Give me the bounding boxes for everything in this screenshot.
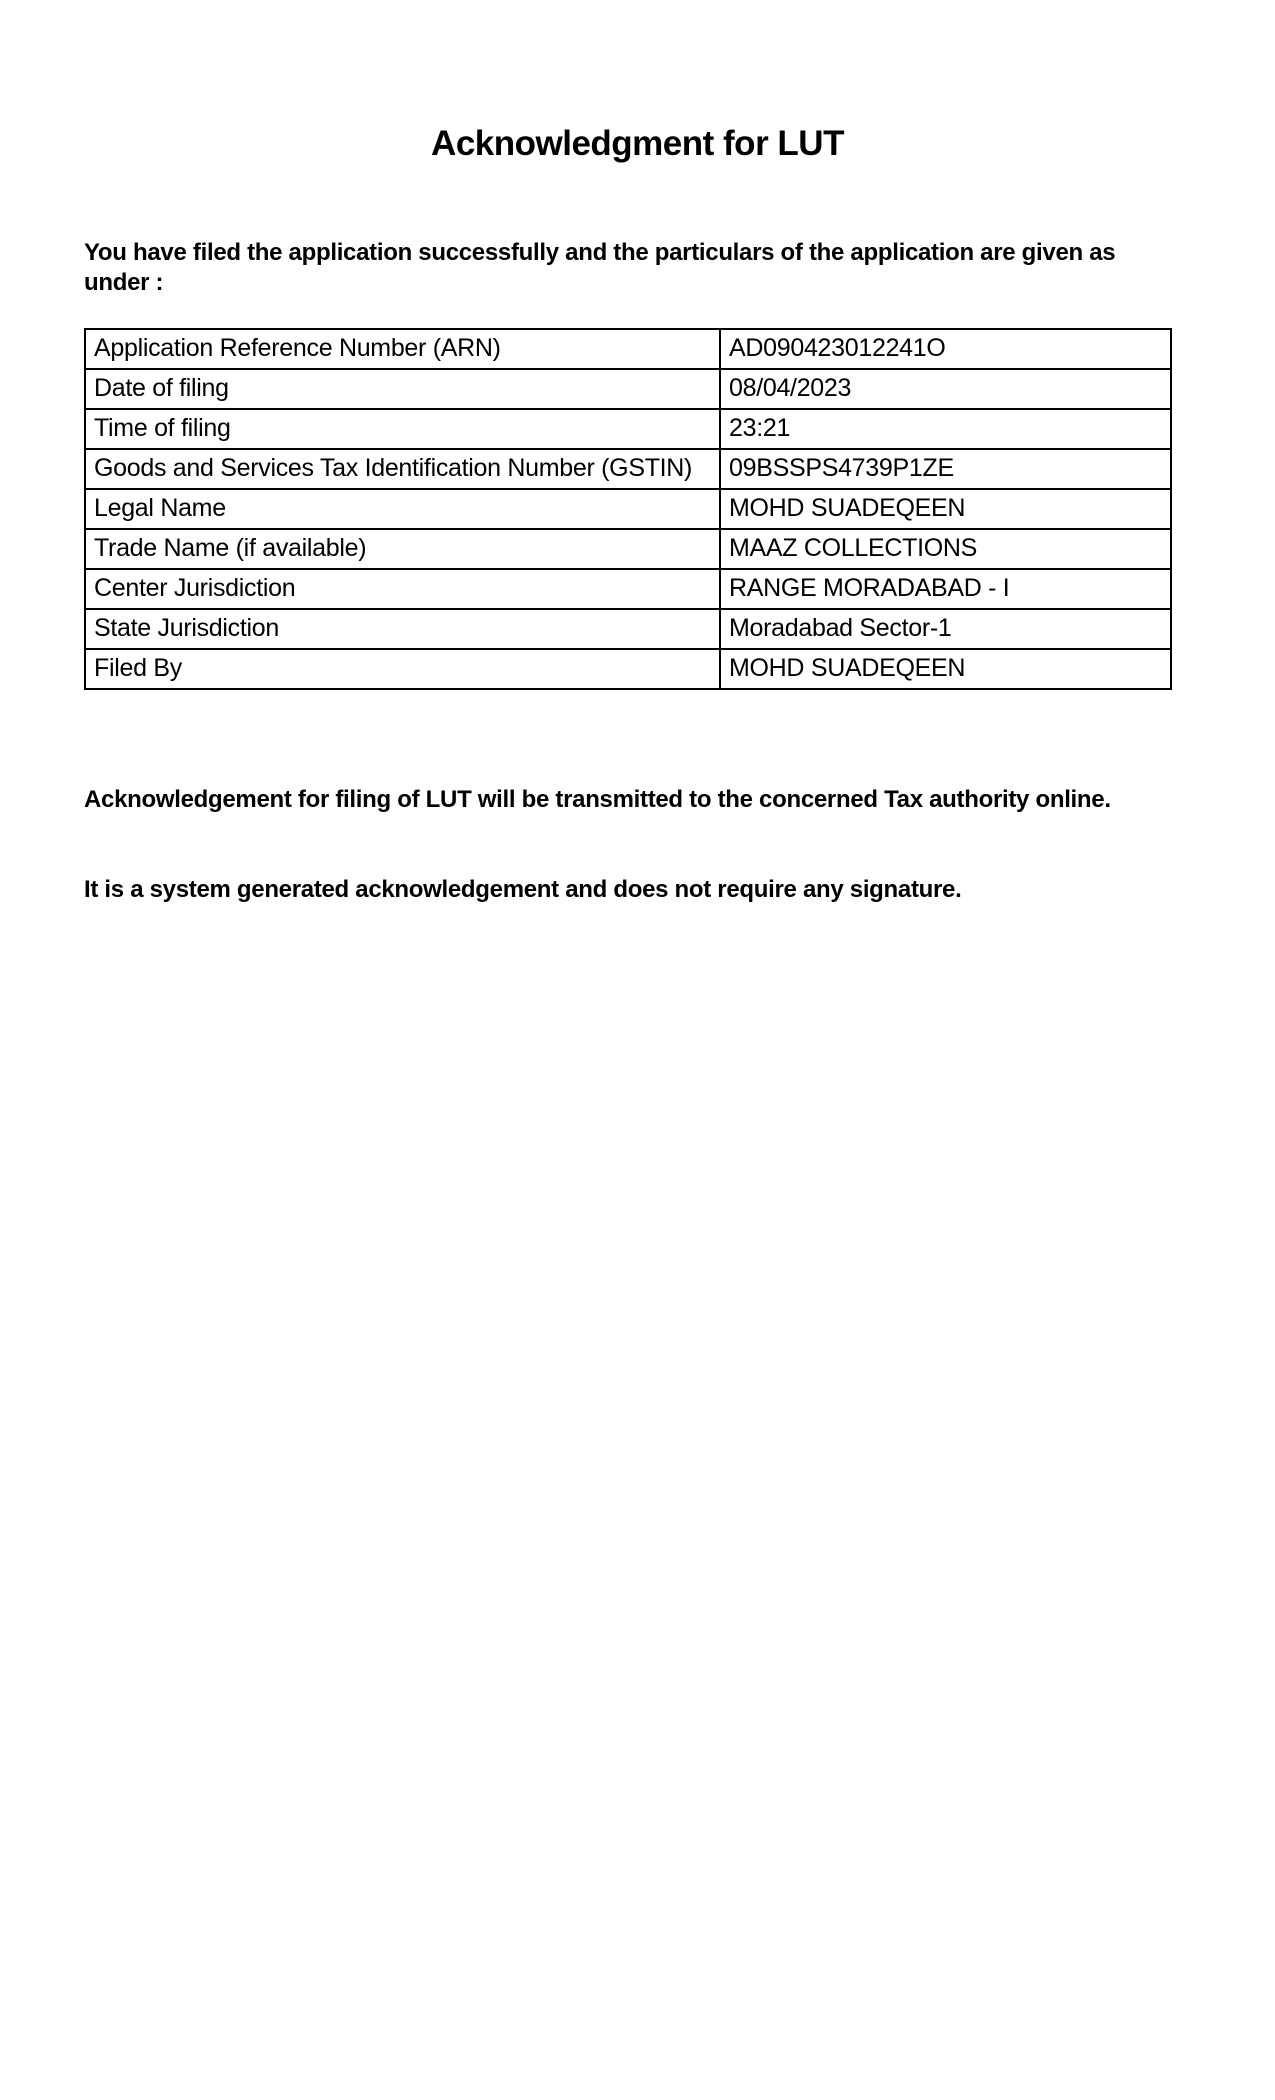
table-row <box>85 609 1171 649</box>
table-row <box>85 649 1171 689</box>
row-value: 23:21 <box>720 409 1171 449</box>
signature-note: It is a system generated acknowledgement and does not require any signature. <box>84 876 962 903</box>
row-value: Moradabad Sector-1 <box>720 609 1171 649</box>
table-row <box>85 449 1171 489</box>
intro-text: You have filed the application successfully and the particulars of the application are given as under : <box>84 239 1116 296</box>
row-value: AD090423012241O <box>720 329 1171 369</box>
row-label: Center Jurisdiction <box>85 569 720 609</box>
row-label: Date of filing <box>85 369 720 409</box>
row-label: Goods and Services Tax Identification Number (GSTIN) <box>85 449 720 489</box>
table-row <box>85 489 1171 529</box>
row-label: Time of filing <box>85 409 720 449</box>
row-label: State Jurisdiction <box>85 609 720 649</box>
row-label: Application Reference Number (ARN) <box>85 329 720 369</box>
row-label: Filed By <box>85 649 720 689</box>
row-value: MOHD SUADEQEEN <box>720 649 1171 689</box>
row-value: MAAZ COLLECTIONS <box>720 529 1171 569</box>
table-row <box>85 409 1171 449</box>
table-row <box>85 529 1171 569</box>
transmission-note: Acknowledgement for filing of LUT will be transmitted to the concerned Tax authority online. <box>84 786 1111 813</box>
row-value: MOHD SUADEQEEN <box>720 489 1171 529</box>
table-row <box>85 369 1171 409</box>
row-value: 09BSSPS4739P1ZE <box>720 449 1171 489</box>
table-row <box>85 569 1171 609</box>
row-label: Trade Name (if available) <box>85 529 720 569</box>
table-row <box>85 329 1171 369</box>
row-value: RANGE MORADABAD - I <box>720 569 1171 609</box>
row-label: Legal Name <box>85 489 720 529</box>
row-value: 08/04/2023 <box>720 369 1171 409</box>
application-details-table <box>84 328 1172 690</box>
page-title: Acknowledgment for LUT <box>431 124 844 163</box>
